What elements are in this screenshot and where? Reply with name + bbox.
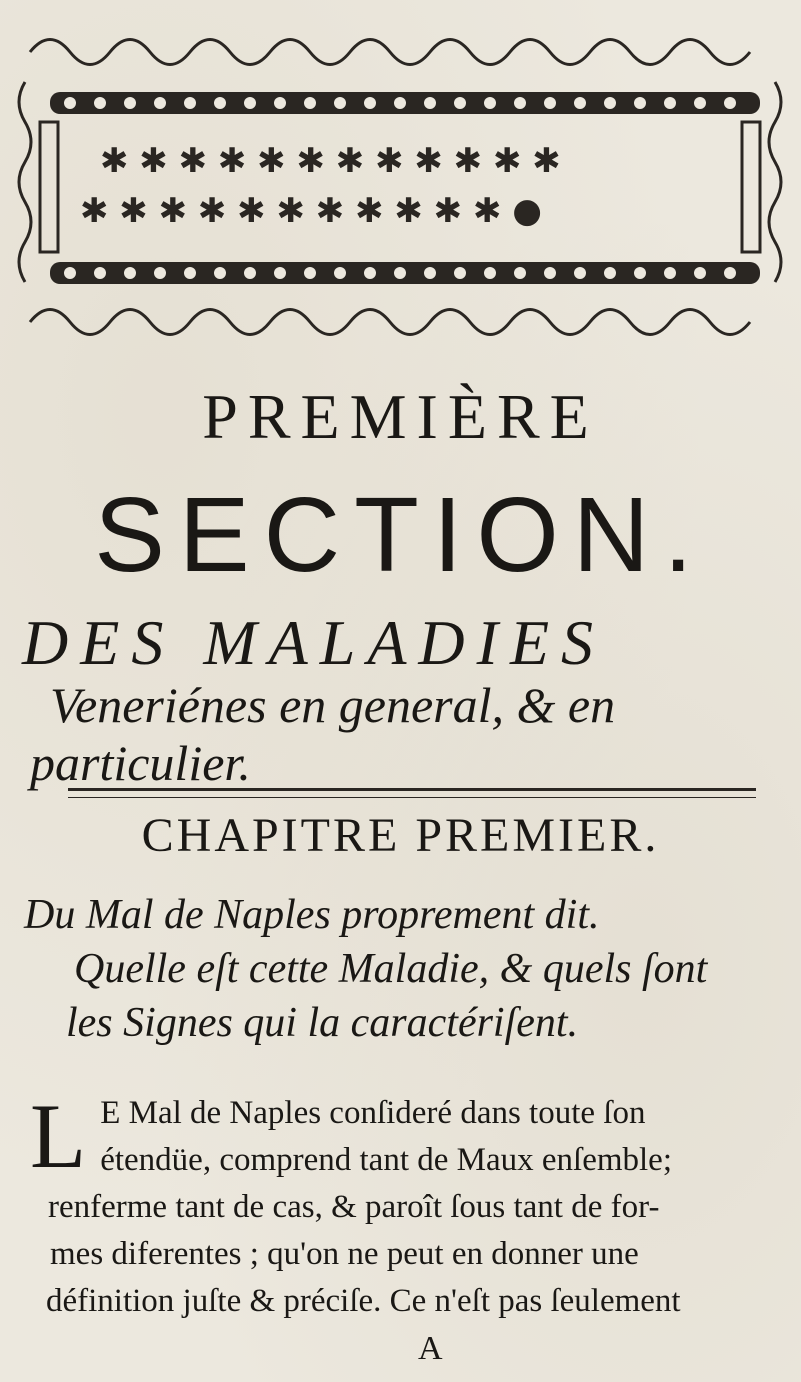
body-line-1: E Mal de Naples conſideré dans toute ſon	[100, 1095, 646, 1131]
divider-rule	[68, 788, 756, 798]
chapter-subtitle-line-3: les Signes qui la caractériſent.	[66, 1000, 579, 1046]
ornamental-header	[10, 12, 790, 342]
body-line-2: étendüe, comprend tant de Maux enſemble;	[100, 1142, 672, 1178]
subtitle-line-1: Veneriénes en general, & en	[50, 677, 616, 733]
subtitle-line-2: particulier.	[30, 735, 251, 791]
chapter-title: CHAPITRE PREMIER.	[141, 809, 660, 862]
chapter-subtitle-line-2: Quelle eſt cette Maladie, & quels ſont	[74, 946, 708, 992]
body-line-4: mes diferentes ; qu'on ne peut en donner une	[50, 1236, 639, 1272]
chapter-subtitle-line-1: Du Mal de Naples proprement dit.	[24, 892, 600, 938]
section-subtitle	[30, 676, 770, 792]
drop-cap: L	[30, 1085, 87, 1187]
chapter-subtitle	[24, 888, 794, 1050]
section-title-premiere: PREMIÈRE	[202, 381, 599, 452]
body-line-5: définition juſte & préciſe. Ce n'eſt pas ſeulement	[46, 1283, 681, 1319]
section-title-section: SECTION.	[94, 476, 707, 594]
svg-text:✱ ✱ ✱ ✱ ✱ ✱ ✱ ✱ ✱ ✱ ✱ ●: ✱ ✱ ✱ ✱ ✱ ✱ ✱ ✱ ✱ ✱ ✱ ●	[80, 191, 542, 231]
ornament-border-icon	[10, 12, 790, 342]
catchword: A	[418, 1330, 443, 1367]
body-paragraph	[30, 1085, 770, 1325]
body-line-3: renferme tant de cas, & paroît ſous tant de for-	[48, 1189, 660, 1225]
section-title-des-maladies: DES MALADIES	[22, 607, 606, 678]
svg-text:✱ ✱ ✱ ✱ ✱ ✱ ✱ ✱ ✱ ✱ ✱ ✱: ✱ ✱ ✱ ✱ ✱ ✱ ✱ ✱ ✱ ✱ ✱ ✱	[100, 141, 561, 181]
